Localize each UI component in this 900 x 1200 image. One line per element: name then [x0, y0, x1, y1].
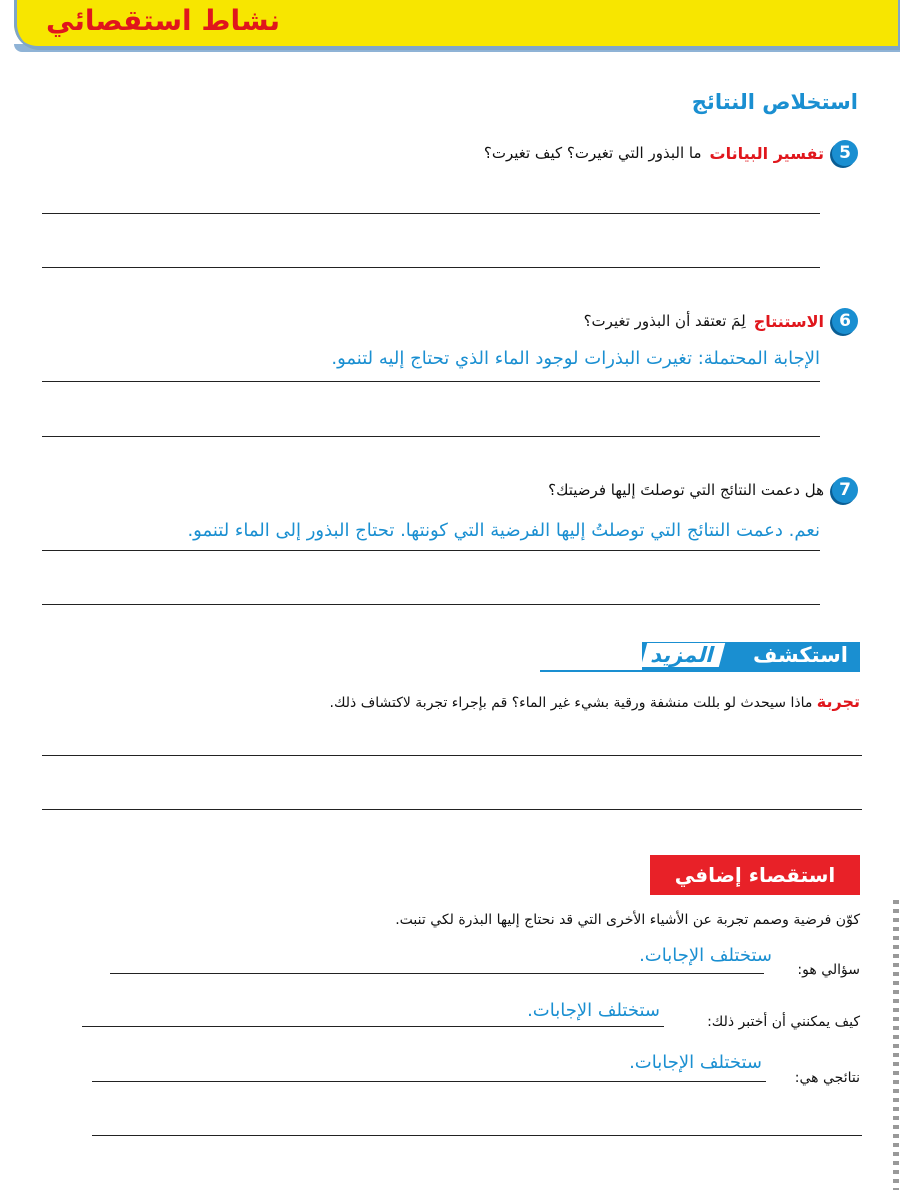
answer-line[interactable]	[42, 755, 862, 756]
answer-line[interactable]	[92, 1081, 766, 1082]
question-5-keyword: تفسير البيانات	[709, 143, 824, 163]
question-number-5: 5	[832, 140, 858, 166]
explore-prompt	[330, 692, 861, 711]
extra-inquiry-heading: استقصاء إضافي	[650, 855, 860, 895]
explore-keyword: تجربة	[816, 692, 860, 711]
extra-label-results: نتائجي هي:	[794, 1070, 860, 1086]
extra-answer-results: ستختلف الإجابات.	[629, 1052, 762, 1073]
answer-line[interactable]	[92, 1135, 862, 1136]
page-title: نشاط استقصائي	[45, 4, 280, 37]
answer-line[interactable]	[42, 604, 820, 605]
question-number-7: 7	[832, 477, 858, 503]
answer-line[interactable]	[42, 213, 820, 214]
extra-answer-test: ستختلف الإجابات.	[527, 1000, 660, 1021]
question-7	[548, 477, 858, 503]
side-margin-strip	[893, 900, 899, 1190]
conclusions-heading: استخلاص النتائج	[691, 90, 858, 114]
question-5	[484, 140, 858, 166]
explore-more-heading	[642, 642, 860, 672]
question-5-text: ما البذور التي تغيرت؟ كيف تغيرت؟	[483, 144, 702, 162]
extra-intro: كوّن فرضية وصمم تجربة عن الأشياء الأخرى التي قد نحتاج إليها البذرة لكي تنبت.	[395, 912, 860, 928]
answer-line[interactable]	[42, 267, 820, 268]
question-6-text: لِمَ تعتقد أن البذور تغيرت؟	[583, 312, 746, 330]
extra-answer-question: ستختلف الإجابات.	[639, 945, 772, 966]
answer-line[interactable]	[42, 436, 820, 437]
question-7-answer: نعم. دعمت النتائج التي توصلتُ إليها الفرضية التي كونتها. تحتاج البذور إلى الماء لتنمو.	[187, 520, 820, 541]
extra-label-question: سؤالي هو:	[797, 962, 860, 978]
explore-subtitle: المزيد	[641, 643, 726, 667]
answer-line[interactable]	[110, 973, 764, 974]
answer-line[interactable]	[42, 381, 820, 382]
explore-text: ماذا سيحدث لو بللت منشفة ورقية بشيء غير الماء؟ قم بإجراء تجربة لاكتشاف ذلك.	[329, 695, 813, 711]
extra-label-test: كيف يمكنني أن أختبر ذلك:	[707, 1014, 860, 1030]
question-7-text: هل دعمت النتائج التي توصلتَ إليها فرضيتك؟	[548, 481, 824, 499]
answer-line[interactable]	[42, 550, 820, 551]
answer-line[interactable]	[82, 1026, 664, 1027]
question-6	[584, 308, 858, 334]
explore-title: استكشف	[752, 643, 848, 667]
answer-line[interactable]	[42, 809, 862, 810]
question-6-answer: الإجابة المحتملة: تغيرت البذرات لوجود الماء الذي تحتاج إليه لتنمو.	[331, 348, 820, 369]
question-6-keyword: الاستنتاج	[753, 311, 824, 331]
question-number-6: 6	[832, 308, 858, 334]
